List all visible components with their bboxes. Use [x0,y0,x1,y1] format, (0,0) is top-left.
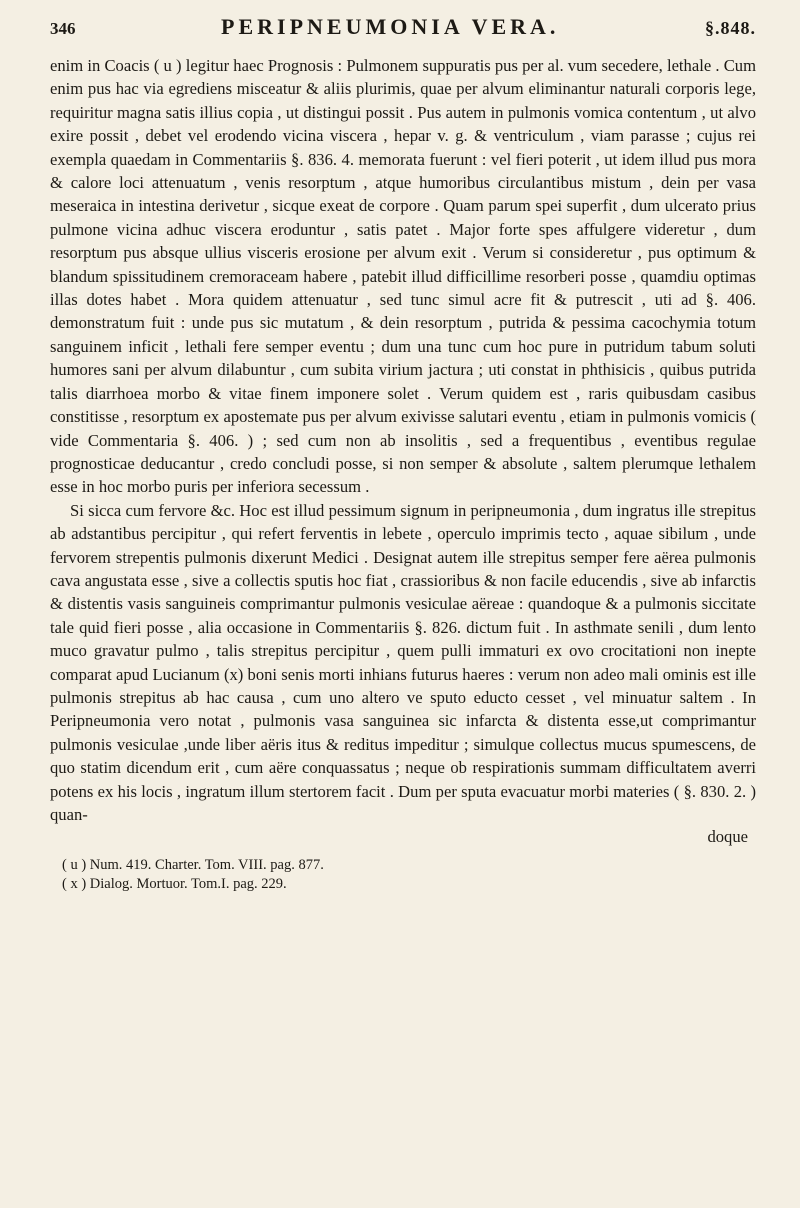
running-title: PERIPNEUMONIA VERA. [221,14,560,39]
page-body [50,54,756,826]
paragraph: Si sicca cum fervore &c. Hoc est illud pessimum signum in peripneumonia , dum ingratus ille strepitus ab adstantibus percipitur , qui refert ferventis in lebete , operculo imprimis tecto , aquae sibilum , unde fervorem strepentis pulmonis dixerunt Medici . Designat autem ille strepitus semper fere aërea pulmonis cava angustata esse , sive a collectis sputis hoc fiat , crassioribus & non facile educendis , sive ab infarctis & distentis vasis sanguineis comprimantur pulmonis vesiculae aëreae : quandoque & a pulmonis siccitate tale quid fieri posse , alia occasione in Commentariis §. 826. dictum fuit . In asthmate senili , dum lento muco gravatur pulmo , talis strepitus percipitur , quem pulli immaturi ex ovo crocitationi non inepte comparat apud Lucianum (x) boni senis morti inhians futurus haeres : verum non adeo mali ominis est ille pulmonis strepitus ab hac causa , cum uno altero ve sputo educto cesset , vel minuatur saltem . In Peripneumonia vero notat , pulmonis vasa sanguinea sic infarcta & distenta esse,ut comprimantur pulmonis vesiculae ,unde liber aëris itus & reditus impeditur ; simulque collectus mucus spumescens, de quo statim dicendum erit , cum aëre conquassatus ; neque ob respirationis summam difficultatem averri potens ex his locis , ingratum illum stertorem facit . Dum per sputa evacuatur morbi materies ( §. 830. 2. ) quan- [50,500,756,824]
footnote: ( u ) Num. 419. Charter. Tom. VIII. pag. 877. [62,857,324,874]
footnotes [50,856,756,894]
page-header [50,14,756,54]
page-number: 346 [50,19,76,38]
section-number: §.848. [704,18,756,38]
catchword: doque [707,827,748,847]
paragraph: enim in Coacis ( u ) legitur haec Prognosis : Pulmonem suppuratis pus per al. vum secedere, lethale . Cum enim pus hac via egrediens misceatur & aliis plurimis, quae per alvum eliminantur naturali corporis lege, requiritur magna satis illius copia , ut distingui possit . Pus autem in pulmonis vomica contentum , ut alvo exire possit , debet vel erodendo vicina viscera , hepar v. g. & ventriculum , viam parasse ; cujus rei exempla quaedam in Commentariis §. 836. 4. memorata fuerunt : vel fieri poterit , ut idem illud pus mora & calore loci attenuatum , venis resorptum , atque humoribus circulantibus mistum , dein per vasa meseraica in intestina derivetur , sicque exeat de corpore . Quam parum spei superfit , dum ulcerato prius pulmone vicina adhuc viscera eroduntur , satis patet . Major forte spes affulgere videretur , dum resorptum pus absque ullius visceris erosione per alvum exit . Verum si consideretur , pus optimum & blandum spissitudinem cremoraceam habere , patebit illud difficillime resorberi posse , quamdiu optimas illas dotes habet . Mora quidem attenuatur , sed tunc simul acre fit & putrescit , uti ad §. 406. demonstratum fuit : unde pus sic mutatum , & dein resorptum , putrida & pessima cacochymia totum sanguinem inficit , lethali fere semper eventu ; dum una tunc cum hoc pure in putridum tabum soluti humores sani per alvum dilabuntur , cum subita virium jactura ; uti constat in phthisicis , quibus putrida talis diarrhoea morbo & vitae finem imponere solet . Verum quidem est , raris quibusdam casibus constitisse , resorptum ex apostemate pus per alvum exivisse salutari eventu , etiam in pulmonis vomicis ( vide Commentaria §. 406. ) ; sed cum non ab insolitis , sed a frequentibus , eventibus regulae prognosticae deducantur , credo concludi posse, si non semper & absolute , saltem plerumque lethalem esse in hoc morbo puris per inferiora secessum . [50,56,756,497]
footnote: ( x ) Dialog. Mortuor. Tom.I. pag. 229. [62,876,287,893]
